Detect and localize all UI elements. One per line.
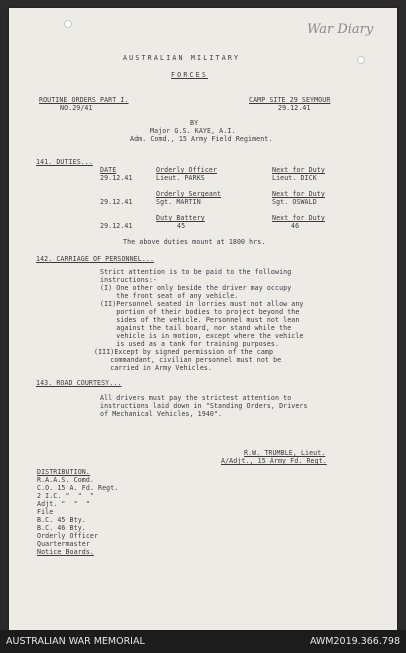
duty-row-next-label: Next for Duty	[272, 166, 325, 174]
section-142-line: (I) One other only beside the driver may occupy	[100, 284, 292, 292]
signature-name: R.W. TRUMBLE, Lieut.	[244, 449, 326, 457]
section-142-heading: 142. CARRIAGE OF PERSONNEL...	[36, 255, 155, 263]
section-142-line: carried in Army Vehicles.	[94, 364, 213, 372]
footer-bar	[0, 630, 406, 653]
duty-row-name: 45	[177, 222, 186, 230]
handwritten-annotation: War Diary	[307, 22, 374, 37]
distribution-heading: DISTRIBUTION.	[37, 468, 90, 476]
distribution-item: File	[37, 508, 54, 516]
orders-title: ROUTINE ORDERS PART I.	[39, 96, 129, 104]
section-141-heading: 141. DUTIES...	[36, 158, 93, 166]
duty-row-next-label: Next for Duty	[272, 190, 325, 198]
distribution-item: Adjt. " " "	[37, 500, 90, 508]
by-name: Major G.S. KAYE, A.I.	[150, 127, 236, 135]
section-143-line: instructions laid down in "Standing Orders, Drivers	[100, 402, 308, 410]
section-142-line: against the tail board, nor stand while the	[100, 324, 292, 332]
date-column-header: DATE	[100, 166, 117, 174]
duty-row-next-label: Next for Duty	[272, 214, 325, 222]
section-142-line: commandant, civilian personnel must not be	[94, 356, 282, 364]
duty-mount-note: The above duties mount at 1800 hrs.	[123, 238, 266, 246]
by-role: Adm. Comd., 15 Army Field Regiment.	[130, 135, 273, 143]
duty-row-name: Lieut. PARKS	[156, 174, 205, 182]
section-142-line: is used as a tank for training purposes.	[100, 340, 280, 348]
orders-number: NO.29/41	[60, 104, 93, 112]
duty-row-next-name: Sgt. OSWALD	[272, 198, 317, 206]
footer-accession: AWM2019.366.798	[309, 636, 400, 647]
section-142-line: vehicle is in motion, except where the vehicle	[100, 332, 304, 340]
distribution-item: 2 I.C. " " "	[37, 492, 94, 500]
document-title: AUSTRALIAN MILITARY	[123, 54, 241, 62]
section-142-line: portion of their bodies to project beyond the	[100, 308, 300, 316]
duty-row-next-name: Lieut. DICK	[272, 174, 317, 182]
section-143-heading: 143. ROAD COURTESY...	[36, 379, 122, 387]
distribution-item: Quartermaster	[37, 540, 90, 548]
duty-row-role: Orderly Sergeant	[156, 190, 222, 198]
section-142-line: instructions:-	[100, 276, 157, 284]
distribution-item: Orderly Officer	[37, 532, 99, 540]
distribution-item: B.C. 46 Bty.	[37, 524, 86, 532]
section-142-line: the front seat of any vehicle.	[100, 292, 239, 300]
section-142-line: (II)Personnel seated in lorries must not allow any	[100, 300, 304, 308]
duty-row-date: 29.12.41	[100, 222, 133, 230]
document-subtitle: FORCES	[171, 71, 209, 79]
section-143-line: All drivers must pay the strictest attention to	[100, 394, 292, 402]
distribution-item: R.A.A.S. Comd.	[37, 476, 94, 484]
duty-row-name: Sgt. MARTIN	[156, 198, 201, 206]
section-143-line: of Mechanical Vehicles, 1940".	[100, 410, 223, 418]
signature-role: A/Adjt., 15 Army Fd. Regt.	[221, 457, 327, 465]
duty-row-date: 29.12.41	[100, 174, 133, 182]
section-142-line: (III)Except by signed permission of the camp	[94, 348, 274, 356]
section-142-line: sides of the vehicle. Personnel must not lean	[100, 316, 300, 324]
document-page	[9, 8, 397, 630]
duty-row-role: Orderly Officer	[156, 166, 218, 174]
orders-location: CAMP SITE 29 SEYMOUR	[249, 96, 331, 104]
punch-hole	[64, 20, 72, 28]
distribution-item: B.C. 45 Bty.	[37, 516, 86, 524]
orders-date: 29.12.41	[278, 104, 311, 112]
section-142-line: Strict attention is to be paid to the following	[100, 268, 292, 276]
duty-row-role: Duty Battery	[156, 214, 205, 222]
by-label: BY	[190, 119, 199, 127]
duty-row-date: 29.12.41	[100, 198, 133, 206]
footer-source: AUSTRALIAN WAR MEMORIAL	[6, 636, 145, 647]
distribution-item: C.O. 15 A. Fd. Regt.	[37, 484, 119, 492]
duty-row-next-name: 46	[291, 222, 300, 230]
punch-hole	[357, 56, 365, 64]
distribution-item: Notice Boards.	[37, 548, 94, 556]
